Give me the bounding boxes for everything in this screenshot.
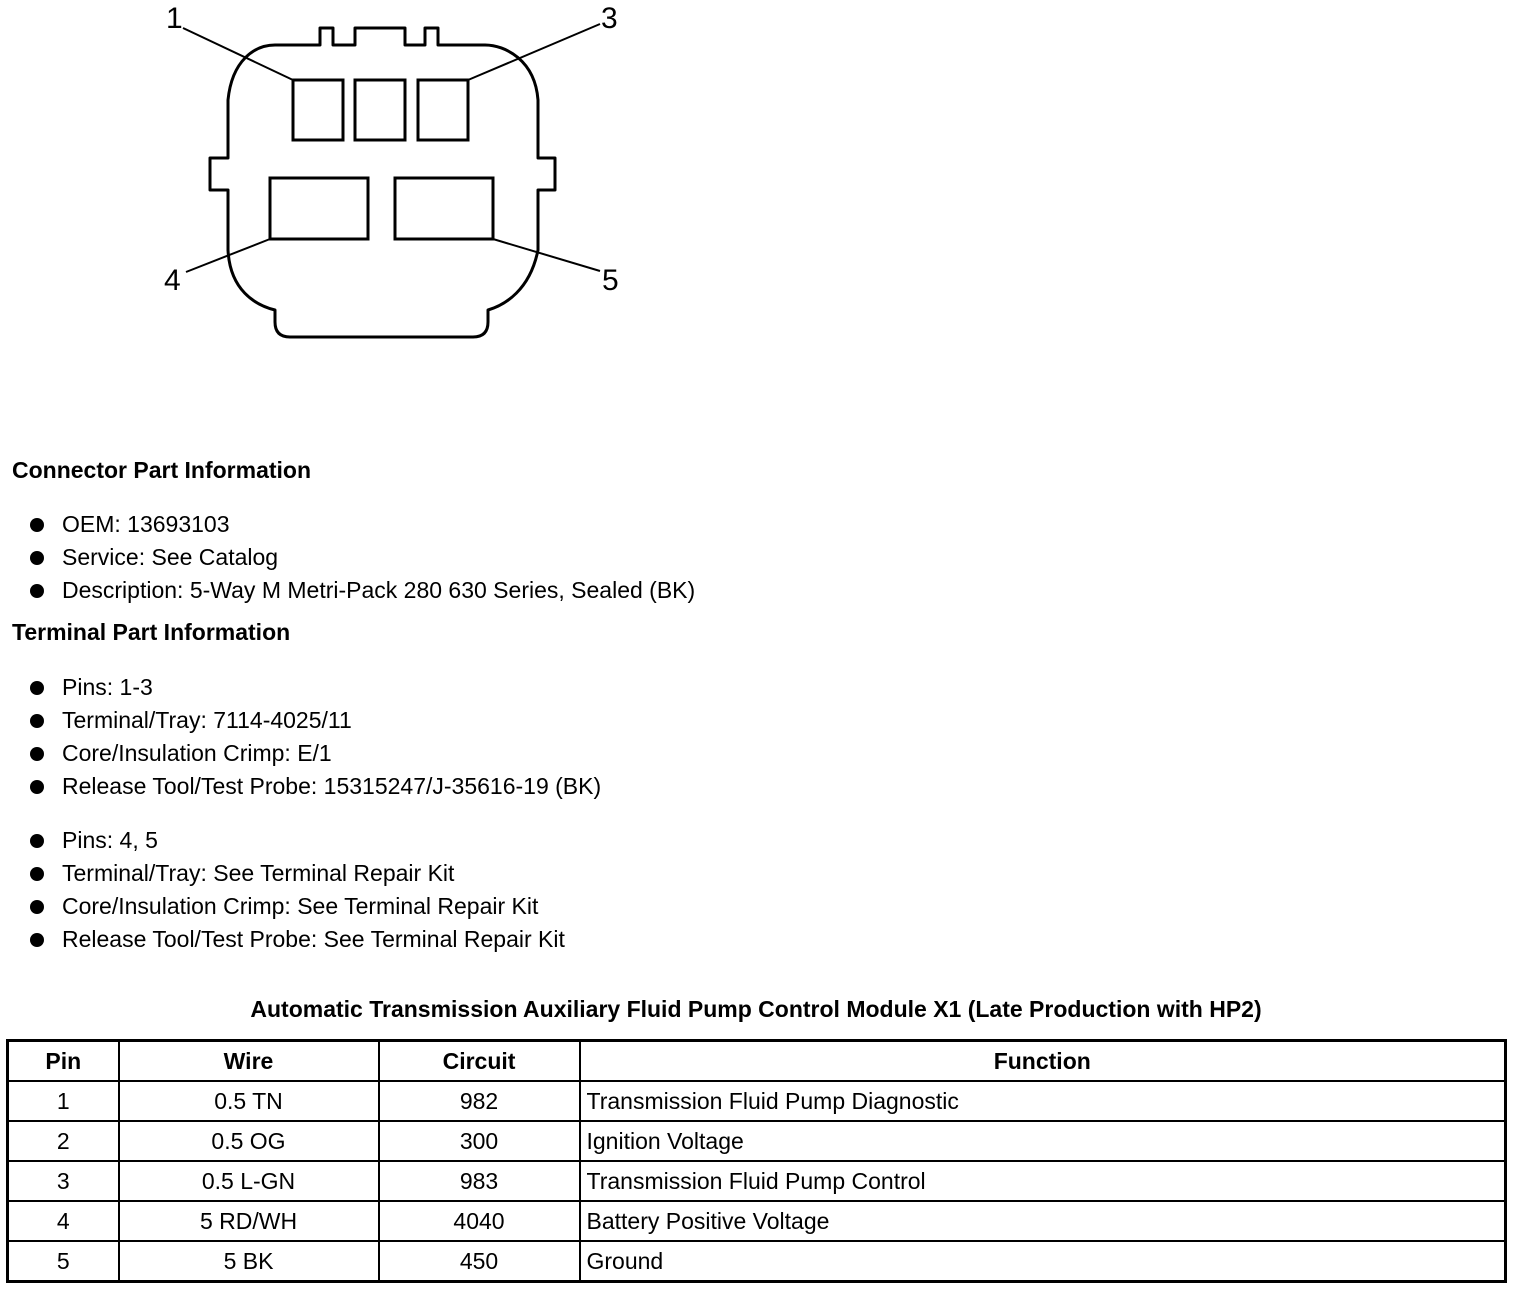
list-item: Pins: 4, 5 <box>30 824 565 857</box>
header-pin: Pin <box>8 1041 119 1082</box>
leader-line-pin-3 <box>468 24 600 80</box>
bullet-icon <box>30 933 44 947</box>
list-item: Release Tool/Test Probe: See Terminal Repair Kit <box>30 923 565 956</box>
header-function: Function <box>580 1041 1506 1082</box>
cell-pin: 5 <box>8 1241 119 1282</box>
terminal-part-info-list-1 <box>30 671 601 803</box>
cell-circuit: 300 <box>379 1121 580 1161</box>
pin-label-5: 5 <box>602 264 619 297</box>
pin-label-3: 3 <box>601 2 618 35</box>
terminal-part-info-list-2 <box>30 824 565 956</box>
cell-function: Ignition Voltage <box>580 1121 1506 1161</box>
cavity-pin-5 <box>395 178 493 239</box>
pin-label-4: 4 <box>164 264 181 297</box>
table-row <box>8 1121 1506 1161</box>
leader-line-pin-1 <box>183 28 293 80</box>
connector-part-info-list <box>30 508 695 607</box>
list-item: OEM: 13693103 <box>30 508 695 541</box>
cell-function: Ground <box>580 1241 1506 1282</box>
header-circuit: Circuit <box>379 1041 580 1082</box>
connector-part-info-heading: Connector Part Information <box>12 457 312 483</box>
bullet-icon <box>30 747 44 761</box>
list-item: Pins: 1-3 <box>30 671 601 704</box>
cell-wire: 5 BK <box>119 1241 379 1282</box>
table-row <box>8 1241 1506 1282</box>
cavity-pin-4 <box>270 178 368 239</box>
cell-circuit: 982 <box>379 1081 580 1121</box>
cell-circuit: 4040 <box>379 1201 580 1241</box>
bullet-icon <box>30 584 44 598</box>
cell-function: Transmission Fluid Pump Diagnostic <box>580 1081 1506 1121</box>
table-row <box>8 1201 1506 1241</box>
list-item: Description: 5-Way M Metri-Pack 280 630 Series, Sealed (BK) <box>30 574 695 607</box>
cell-wire: 0.5 L-GN <box>119 1161 379 1201</box>
cell-pin: 3 <box>8 1161 119 1201</box>
cavity-pin-2 <box>355 80 405 140</box>
table-row <box>8 1161 1506 1201</box>
table-title: Automatic Transmission Auxiliary Fluid Pump Control Module X1 (Late Production with HP2) <box>250 996 1262 1022</box>
list-item: Core/Insulation Crimp: E/1 <box>30 737 601 770</box>
cell-circuit: 450 <box>379 1241 580 1282</box>
terminal-part-info-heading: Terminal Part Information <box>12 619 291 645</box>
cell-pin: 2 <box>8 1121 119 1161</box>
cell-wire: 5 RD/WH <box>119 1201 379 1241</box>
bullet-icon <box>30 518 44 532</box>
header-wire: Wire <box>119 1041 379 1082</box>
list-item: Core/Insulation Crimp: See Terminal Repair Kit <box>30 890 565 923</box>
bullet-icon <box>30 714 44 728</box>
list-item: Terminal/Tray: 7114-4025/11 <box>30 704 601 737</box>
leader-line-pin-5 <box>493 239 600 271</box>
list-item: Service: See Catalog <box>30 541 695 574</box>
cell-function: Battery Positive Voltage <box>580 1201 1506 1241</box>
cavity-pin-1 <box>293 80 343 140</box>
bullet-icon <box>30 900 44 914</box>
bullet-icon <box>30 551 44 565</box>
bullet-icon <box>30 834 44 848</box>
connector-housing-outline <box>210 28 555 337</box>
connector-diagram <box>0 0 660 360</box>
cell-wire: 0.5 OG <box>119 1121 379 1161</box>
pinout-table <box>6 1039 1507 1283</box>
cavity-pin-3 <box>418 80 468 140</box>
cell-pin: 1 <box>8 1081 119 1121</box>
bullet-icon <box>30 867 44 881</box>
cell-pin: 4 <box>8 1201 119 1241</box>
pin-label-1: 1 <box>166 2 183 35</box>
bullet-icon <box>30 681 44 695</box>
list-item: Terminal/Tray: See Terminal Repair Kit <box>30 857 565 890</box>
bullet-icon <box>30 780 44 794</box>
table-row <box>8 1081 1506 1121</box>
table-header-row <box>8 1041 1506 1082</box>
list-item: Release Tool/Test Probe: 15315247/J-35616-19 (BK) <box>30 770 601 803</box>
cell-function: Transmission Fluid Pump Control <box>580 1161 1506 1201</box>
cell-circuit: 983 <box>379 1161 580 1201</box>
cell-wire: 0.5 TN <box>119 1081 379 1121</box>
